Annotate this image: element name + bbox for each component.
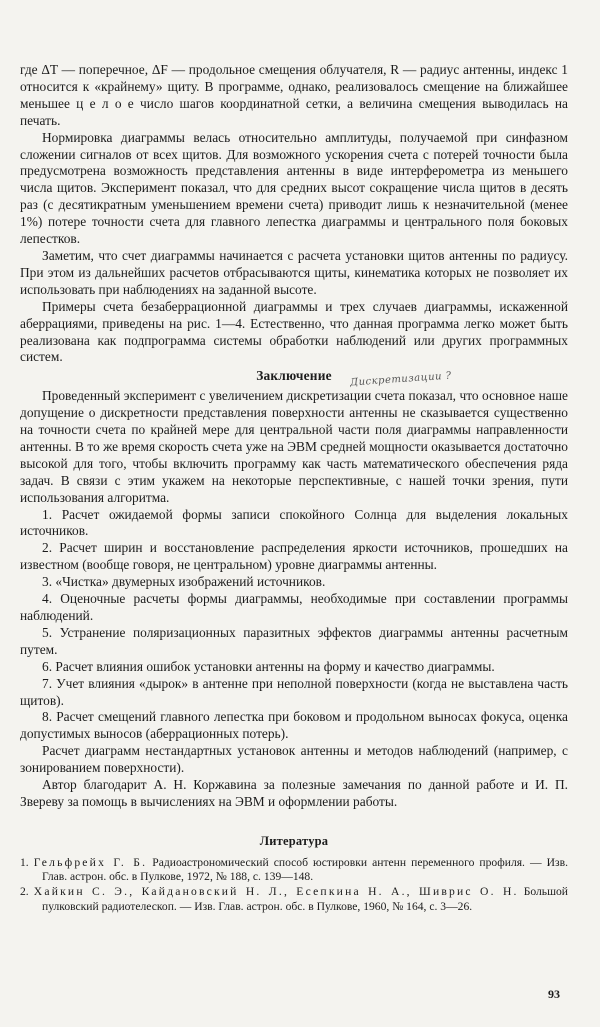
page-body [20,62,568,914]
reference-authors: Гельфрейх Г. Б. [33,855,148,869]
reference-number: 2. [20,884,29,898]
list-item: 5. Устранение поляризационных паразитных эффектов диаграммы антенны расчетным путем. [20,624,568,657]
reference-text: Большой пулковский радиотелескоп. — Изв. Глав. астрон. обс. в Пулкове, 1960, № 164, с. 3—26. [42,884,569,913]
paragraph: Нормировка диаграммы велась относительно амплитуды, получаемой при синфазном сложении сигналов от всех щитов. Для возможного ускорения счета с потерей точности была предусмотрена возможность представления антенны в виде интерферометра из меньшего числа щитов. Эксперимент показал, что для средних высот сокращение числа щитов в десять раз (с десятикратным уменьшением времени счета) приводит лишь к незначительной (менее 1%) потере точности счета для главного лепестка диаграммы и центрального поля боковых лепестков. [20,129,568,247]
reference-number: 1. [20,855,29,869]
list-item: 8. Расчет смещений главного лепестка при боковом и продольном выносах фокуса, оценка допустимых выносов (аберрационных потерь). [20,709,568,742]
list-item: 4. Оценочные расчеты формы диаграммы, необходимые при составлении программы наблюдений. [20,591,568,623]
section-heading-conclusion: Заключение [256,368,332,384]
conclusion-heading-block [20,368,568,389]
list-item: 2. Расчет ширин и восстановление распределения яркости источников, прошедших на известном (вообще говоря, не центральном) уровне диаграммы антенны. [20,540,568,573]
acknowledgements: Автор благодарит А. Н. Коржавина за полезные замечания по данной работе и И. П. Звереву за помощь в вычислениях на ЭВМ и оформлении работы. [20,777,568,809]
closing-paragraph: Расчет диаграмм нестандартных установок антенны и методов наблюдений (например, с зонированием поверхности). [20,743,568,776]
reference-text: Радиоастрономический способ юстировки антенн переменного профиля. — Изв. Глав. астрон. обс. в Пулкове, 1972, № 188, с. 139—148. [42,855,568,884]
page-number: 93 [548,987,560,1001]
list-item: 3. «Чистка» двумерных изображений источников. [42,574,326,590]
conclusion-intro: Проведенный эксперимент с увеличением дискретизации счета показал, что основное наше допущение о дискретности представления поверхности антенны не сказывается существенно на точности счета по крайней мере для центральной части поля диаграммы направленности антенны. В то же время скорость счета уже на ЭВМ средней мощности оказывается достаточно высокой для того, чтобы включить программу как часть математического обеспечения ряда задач. В связи с этим укажем на некоторые перспективные, с нашей точки зрения, пути использования алгоритма. [20,388,568,505]
handwritten-annotation: Дискретизации ? [349,370,452,389]
list-item: 7. Учет влияния «дырок» в антенне при неполной поверхности (когда не выставлена часть щитов). [20,675,568,708]
paragraph: где ΔT — поперечное, ΔF — продольное смещения облучателя, R — радиус антенны, индекс 1 относится к «крайнему» щиту. В программе, однако, реализовалось смещение на ближайшее меньшее ц е л о е число шагов координатной сетки, а величина смещения выводилась на печать. [20,62,568,128]
list-item: 1. Расчет ожидаемой формы записи спокойного Солнца для выделения локальных источников. [20,506,568,539]
paragraph: Заметим, что счет диаграммы начинается с расчета установки щитов антенны по радиусу. При этом из дальнейших расчетов отбрасываются щиты, кинематика которых не позволяет их использовать при наблюдениях на заданной высоте. [20,247,568,297]
references-heading: Литература [259,833,329,848]
list-item: 6. Расчет влияния ошибок установки антенны на форму и качество диаграммы. [42,658,495,674]
reference-authors: Хайкин С. Э., Кайдановский Н. Л., Есепкина Н. А., Шиврис О. Н. [33,884,519,898]
reference-item [20,885,568,914]
paragraph: Примеры счета безаберрационной диаграммы и трех случаев диаграммы, искаженной аберрациями, приведены на рис. 1—4. Естественно, что данная программа легко может быть реализована как подпрограмма системы обработки наблюдений или других программных систем. [20,298,568,365]
reference-item [20,856,568,885]
reference-list [20,856,568,914]
